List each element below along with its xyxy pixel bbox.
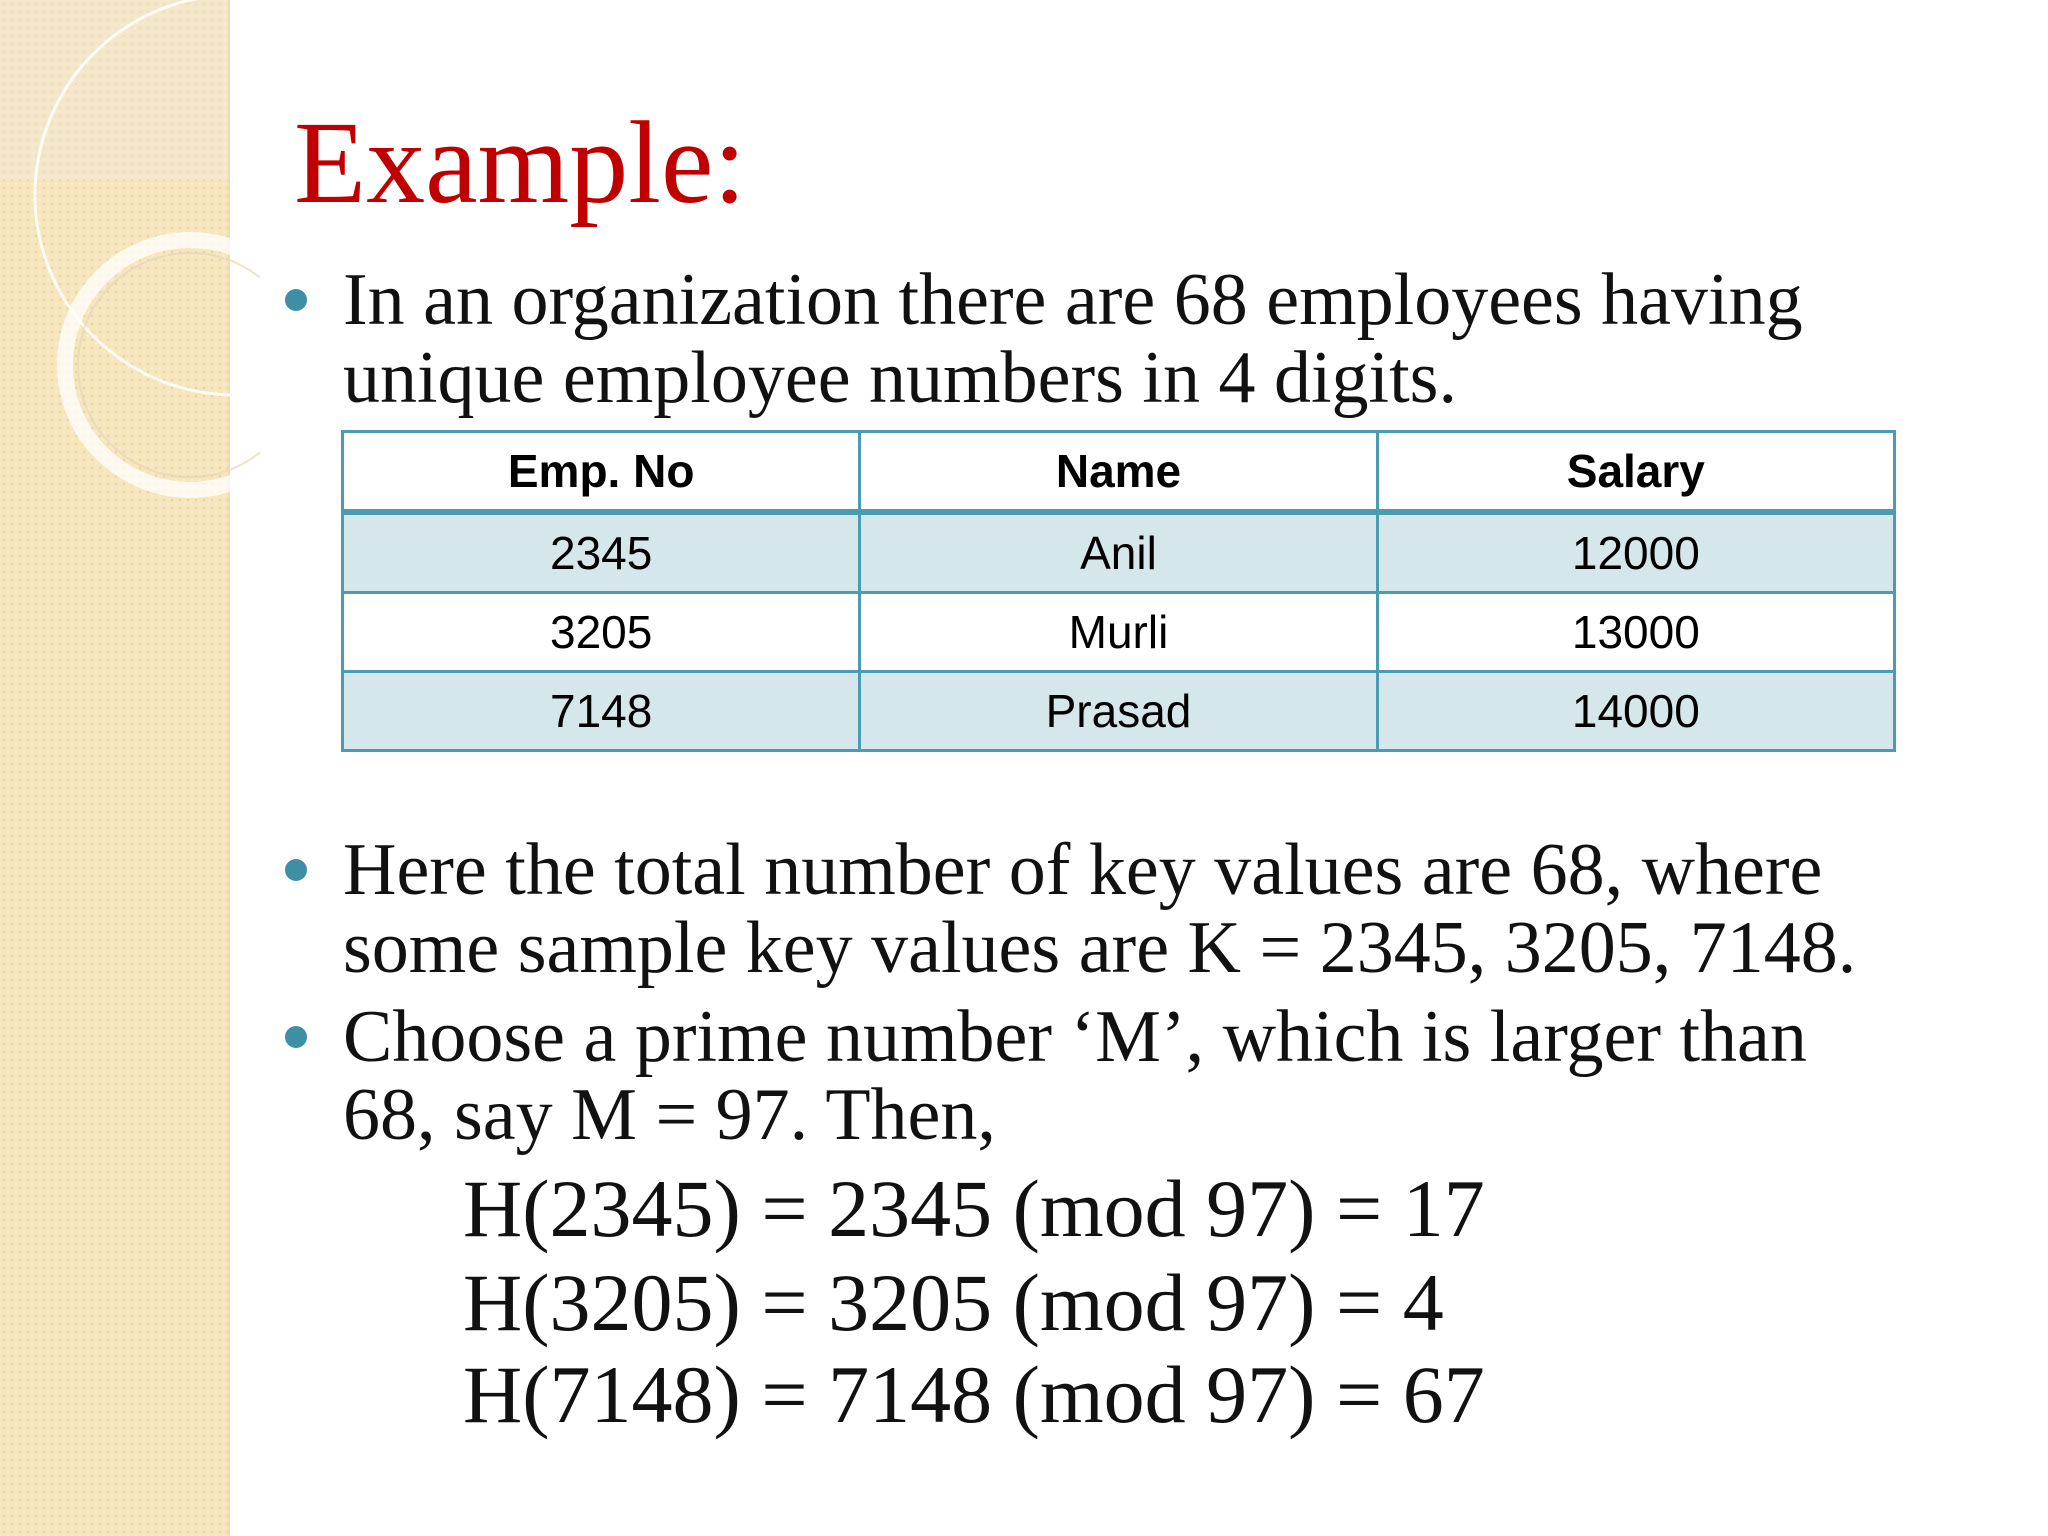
- bullet-line: 68, say M = 97. Then,: [343, 1074, 996, 1156]
- header-name: Name: [860, 432, 1377, 513]
- header-emp-no: Emp. No: [343, 432, 860, 513]
- header-salary: Salary: [1377, 432, 1894, 513]
- bullet-line: Choose a prime number ‘M’, which is larger than: [343, 996, 1807, 1078]
- decorative-rings: [0, 0, 260, 520]
- cell-salary: 14000: [1377, 672, 1894, 751]
- hash-equation: H(3205) = 3205 (mod 97) = 4: [463, 1257, 1444, 1348]
- decorative-top-panel: [0, 0, 228, 180]
- table-header-row: [343, 432, 1895, 513]
- table-row: [343, 593, 1895, 672]
- cell-emp-no: 7148: [343, 672, 860, 751]
- bullet-dot-icon: [285, 859, 307, 881]
- bullet-line: Here the total number of key values are 68, where: [343, 829, 1823, 911]
- bullet-dot-icon: [285, 289, 307, 311]
- employee-table: [341, 430, 1896, 752]
- decorative-thick-ring: [65, 240, 260, 490]
- cell-salary: 12000: [1377, 512, 1894, 593]
- bullet-key-values: [343, 831, 1856, 987]
- bullet-dot-icon: [285, 1026, 307, 1048]
- table-row: [343, 512, 1895, 593]
- slide-title: Example:: [294, 97, 747, 228]
- cell-name: Anil: [860, 512, 1377, 593]
- bullet-line: some sample key values are K = 2345, 3205, 7148.: [343, 907, 1857, 989]
- bullet-prime-number: [343, 998, 1807, 1154]
- bullet-organization: [343, 261, 1803, 417]
- table-row: [343, 672, 1895, 751]
- bullet-line: unique employee numbers in 4 digits.: [343, 337, 1457, 419]
- cell-name: Prasad: [860, 672, 1377, 751]
- hash-equation: H(2345) = 2345 (mod 97) = 17: [463, 1163, 1485, 1254]
- cell-emp-no: 2345: [343, 512, 860, 593]
- bullet-line: In an organization there are 68 employees having: [343, 259, 1803, 341]
- cell-emp-no: 3205: [343, 593, 860, 672]
- cell-salary: 13000: [1377, 593, 1894, 672]
- decorative-inner-ring: [78, 253, 260, 477]
- hash-equation: H(7148) = 7148 (mod 97) = 67: [463, 1349, 1485, 1440]
- cell-name: Murli: [860, 593, 1377, 672]
